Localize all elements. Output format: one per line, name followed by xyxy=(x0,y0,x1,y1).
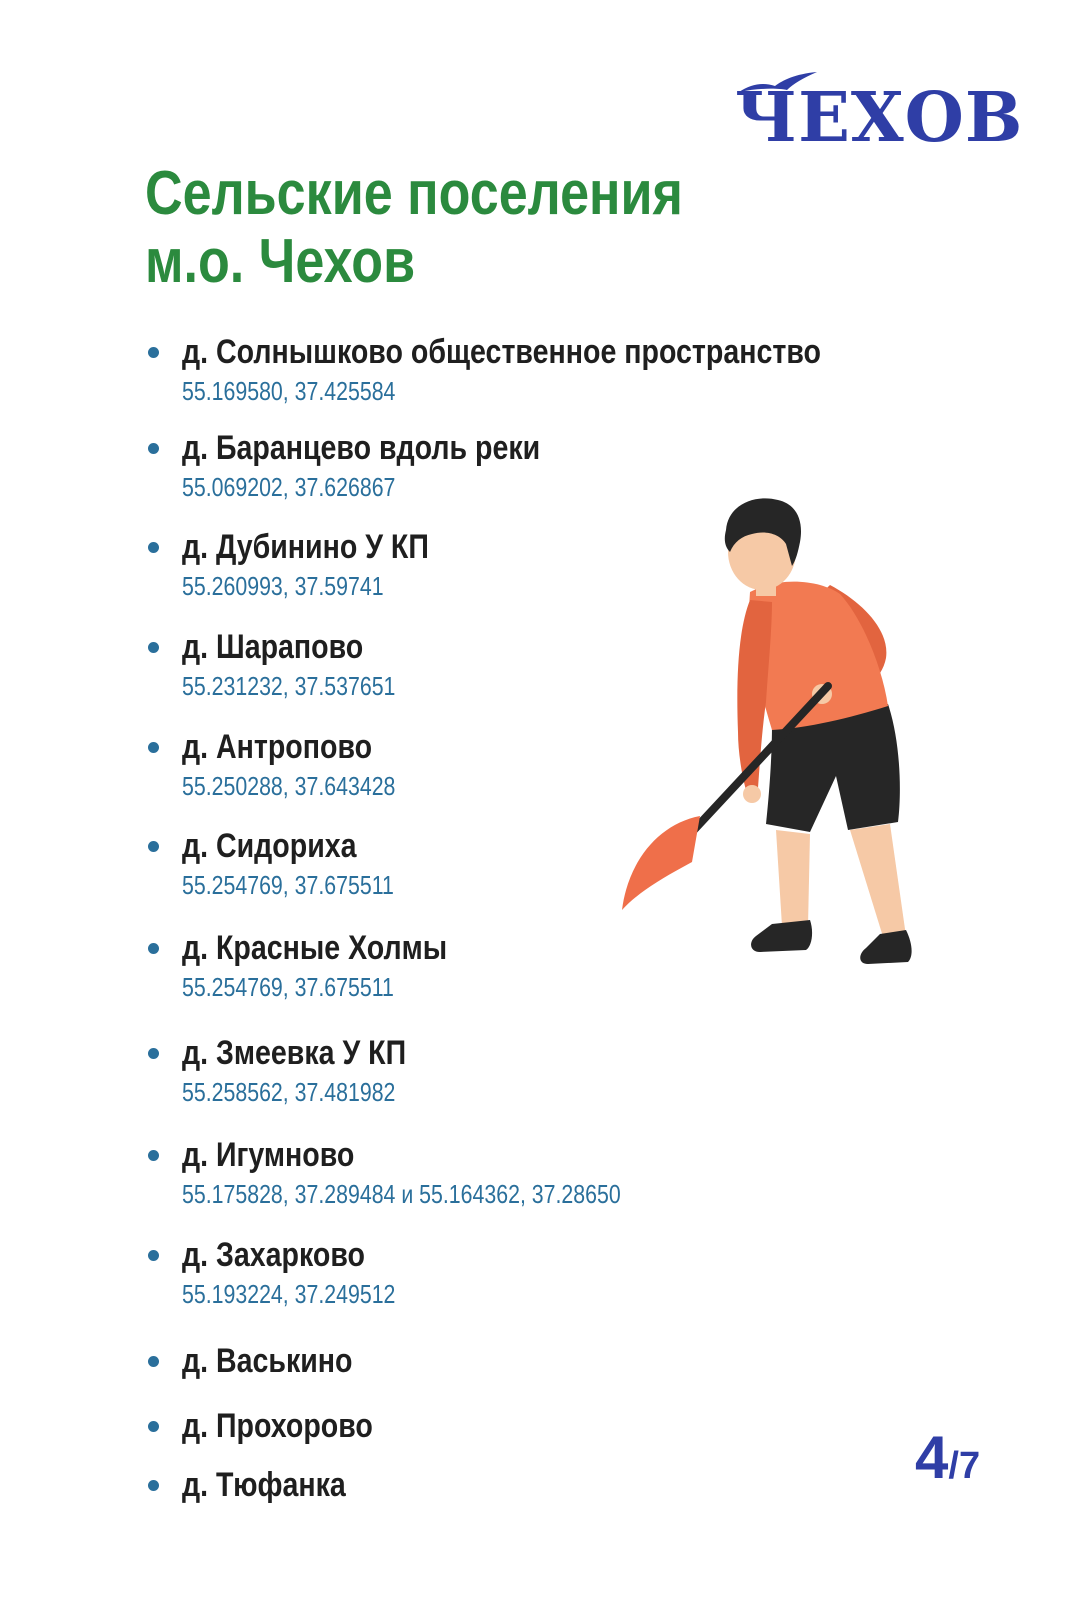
page-current: 4 xyxy=(915,1424,949,1491)
place-name: д. Антропово xyxy=(182,728,373,766)
place-coords: 55.175828, 37.289484 и 55.164362, 37.28650 xyxy=(182,1179,621,1209)
bullet-icon xyxy=(148,347,159,358)
bullet-icon xyxy=(148,1480,159,1491)
bullet-icon xyxy=(148,943,159,954)
place-name: д. Васькино xyxy=(182,1342,353,1380)
place-coords: 55.193224, 37.249512 xyxy=(182,1279,396,1309)
place-name: д. Змеевка У КП xyxy=(182,1034,407,1072)
page-title xyxy=(145,160,683,296)
place-name: д. Солнышково общественное пространство xyxy=(182,333,821,371)
logo-text: ЧЕХОВ xyxy=(735,78,1024,158)
place-coords: 55.069202, 37.626867 xyxy=(182,472,396,502)
place-coords: 55.258562, 37.481982 xyxy=(182,1077,396,1107)
place-coords: 55.254769, 37.675511 xyxy=(182,972,394,1002)
place-name: д. Сидориха xyxy=(182,827,357,865)
bullet-icon xyxy=(148,443,159,454)
bullet-icon xyxy=(148,1150,159,1161)
bullet-icon xyxy=(148,542,159,553)
bullet-icon xyxy=(148,841,159,852)
page-title-line2: м.о. Чехов xyxy=(145,227,416,296)
page-separator: / xyxy=(948,1445,959,1487)
place-coords: 55.260993, 37.59741 xyxy=(182,571,384,601)
page-title-line1: Сельские поселения xyxy=(145,159,683,228)
place-name: д. Тюфанка xyxy=(182,1466,346,1504)
chekhov-logo xyxy=(735,70,1024,160)
bullet-icon xyxy=(148,1250,159,1261)
bullet-icon xyxy=(148,642,159,653)
page-indicator xyxy=(915,1424,981,1491)
bullet-icon xyxy=(148,742,159,753)
place-coords: 55.250288, 37.643428 xyxy=(182,771,396,801)
place-coords: 55.254769, 37.675511 xyxy=(182,870,394,900)
bullet-icon xyxy=(148,1421,159,1432)
place-coords: 55.231232, 37.537651 xyxy=(182,671,396,701)
place-coords: 55.169580, 37.425584 xyxy=(182,376,396,406)
bullet-icon xyxy=(148,1356,159,1367)
place-name: д. Баранцево вдоль реки xyxy=(182,429,541,467)
bullet-icon xyxy=(148,1048,159,1059)
place-name: д. Шарапово xyxy=(182,628,364,666)
page-total: 7 xyxy=(958,1445,981,1487)
place-name: д. Дубинино У КП xyxy=(182,528,429,566)
person-shoveling-snow-icon xyxy=(600,490,930,980)
place-name: д. Захарково xyxy=(182,1236,365,1274)
place-name: д. Прохорово xyxy=(182,1407,373,1445)
place-name: д. Игумново xyxy=(182,1136,355,1174)
place-name: д. Красные Холмы xyxy=(182,929,448,967)
